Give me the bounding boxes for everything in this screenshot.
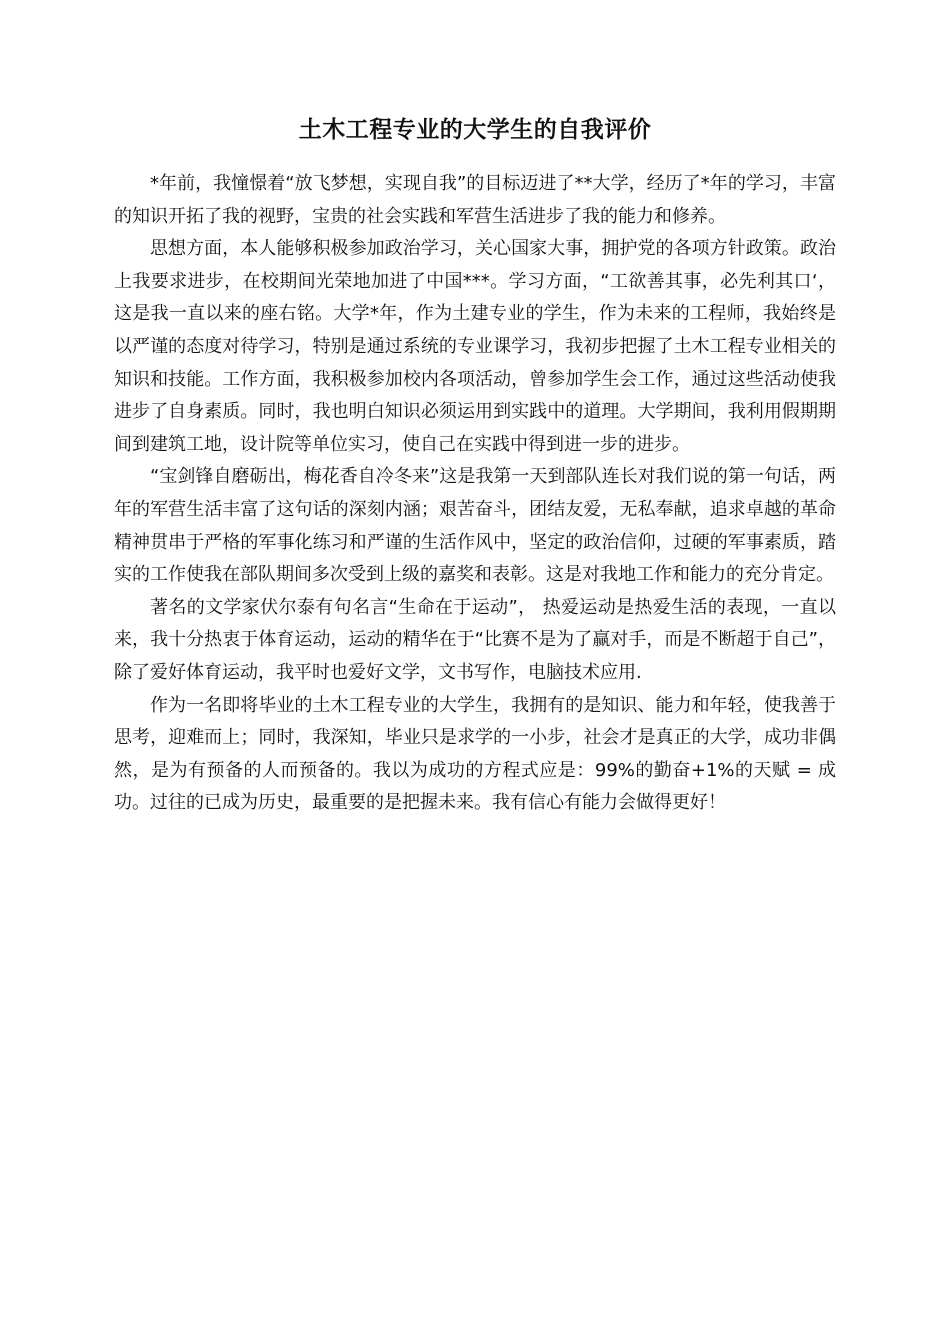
paragraph-3: “宝剑锋自磨砺出，梅花香自冷冬来”这是我第一天到部队连长对我们说的第一句话，两年的军营生活丰富了这句话的深刻内涵；艰苦奋斗，团结友爱，无私奉献，追求卓越的革命精神贯串于严格的军事化练习和严谨的生活作风中，坚定的政治信仰，过硬的军事素质，踏实的工作使我在部队期间多次受到上级的嘉奖和表彰。这是对我地工作和能力的充分肯定。 (114, 466, 836, 586)
paragraph-1: *年前，我憧憬着“放飞梦想，实现自我”的目标迈进了**大学，经历了*年的学习，丰富的知识开拓了我的视野，宝贵的社会实践和军营生活进步了我的能力和修养。 (114, 173, 836, 227)
paragraph-4: 著名的文学家伏尔泰有句名言“生命在于运动”， 热爱运动是热爱生活的表现，一直以来，我十分热衷于体育运动，运动的精华在于“比赛不是为了赢对手，而是不断超于自己”，除了爱好体育运动，我平时也爱好文学，文书写作，电脑技术应用. (114, 596, 836, 683)
document-title: 土木工程专业的大学生的自我评价 (298, 117, 652, 143)
paragraph-5: 作为一名即将毕业的土木工程专业的大学生，我拥有的是知识、能力和年轻，使我善于思考，迎难而上；同时，我深知，毕业只是求学的一小步，社会才是真正的大学，成功非偶然，是为有预备的人而预备的。我以为成功的方程式应是：99%的勤奋+1%的天赋 = 成功。过往的已成为历史，最重要的是把握未来。我有信心有能力会做得更好！ (114, 694, 836, 814)
document-body (114, 168, 836, 820)
paragraph-2: 思想方面，本人能够积极参加政治学习，关心国家大事，拥护党的各项方针政策。政治上我要求进步，在校期间光荣地加进了中国***。学习方面，“工欲善其事，必先利其口‘，这是我一直以来的座右铭。大学*年，作为土建专业的学生，作为未来的工程师，我始终是以严谨的态度对待学习，特别是通过系统的专业课学习，我初步把握了土木工程专业相关的知识和技能。工作方面，我积极参加校内各项活动，曾参加学生会工作，通过这些活动使我进步了自身素质。同时，我也明白知识必须运用到实践中的道理。大学期间，我利用假期期间到建筑工地，设计院等单位实习，使自己在实践中得到进一步的进步。 (114, 238, 836, 455)
